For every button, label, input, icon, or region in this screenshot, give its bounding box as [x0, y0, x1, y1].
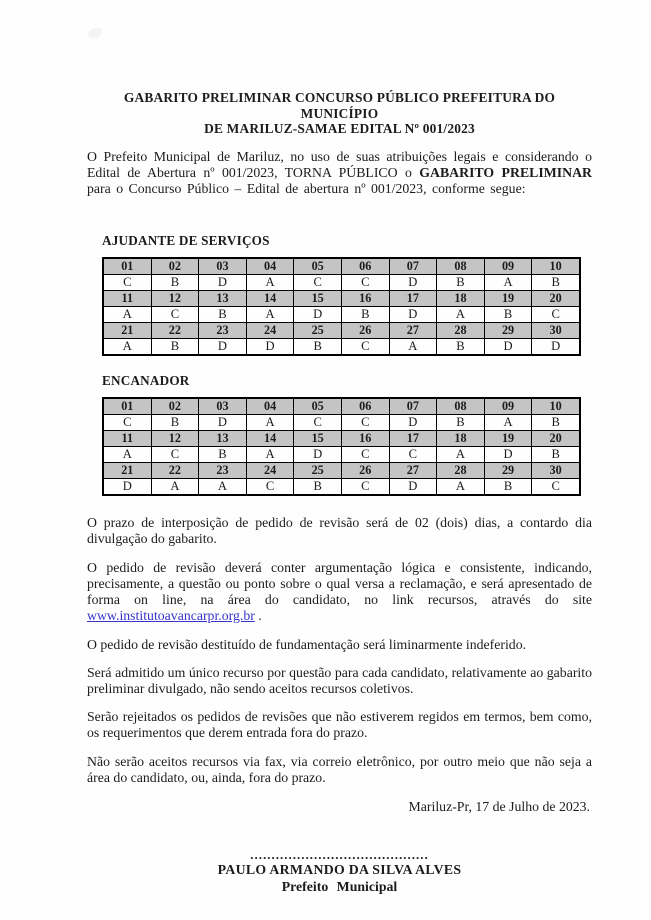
question-number-cell: 15	[294, 430, 342, 446]
question-number-cell: 24	[246, 462, 294, 478]
intro-bold-gabarito: GABARITO PRELIMINAR	[419, 164, 592, 180]
question-number-cell: 26	[341, 462, 389, 478]
signature-dotted-line: ..........................................	[250, 846, 429, 862]
signature-block	[87, 846, 592, 895]
answer-table-encanador	[102, 397, 581, 496]
question-number-cell: 08	[437, 258, 485, 275]
answer-cell: A	[103, 306, 151, 322]
answer-cell: B	[341, 306, 389, 322]
date-place-line: Mariluz-Pr, 17 de Julho de 2023.	[408, 798, 590, 814]
answer-cell: A	[246, 446, 294, 462]
question-number-cell: 09	[484, 258, 532, 275]
answer-row	[103, 306, 580, 322]
answer-cell: B	[151, 274, 199, 290]
question-number-cell: 08	[437, 398, 485, 415]
answer-cell: C	[389, 446, 437, 462]
answer-cell: B	[532, 414, 580, 430]
answer-cell: B	[437, 274, 485, 290]
question-number-cell: 16	[341, 430, 389, 446]
question-number-cell: 22	[151, 462, 199, 478]
answer-cell: C	[341, 478, 389, 495]
question-number-cell: 27	[389, 322, 437, 338]
answer-cell: B	[199, 446, 247, 462]
section-heading-encanador: ENCANADOR	[102, 372, 190, 388]
paragraph-rejected: Serão rejeitados os pedidos de revisões que não estiverem regidos em termos, bem como, os requerimentos que derem entrada fora do prazo.	[87, 708, 592, 740]
paragraph-deadline: O prazo de interposição de pedido de revisão será de 02 (dois) dias, a contardo dia divulgação do gabarito.	[87, 514, 592, 546]
question-number-cell: 16	[341, 290, 389, 306]
question-number-cell: 22	[151, 322, 199, 338]
question-number-cell: 10	[532, 258, 580, 275]
document-title-line2: DE MARILUZ-SAMAE EDITAL Nº 001/2023	[204, 121, 475, 136]
answer-cell: D	[103, 478, 151, 495]
question-number-cell: 01	[103, 398, 151, 415]
answer-cell: A	[484, 274, 532, 290]
question-number-cell: 09	[484, 398, 532, 415]
paragraph-single-appeal: Será admitido um único recurso por questão para cada candidato, relativamente ao gabarito preliminar divulgado, não sendo aceitos recursos coletivos.	[87, 664, 592, 696]
answer-cell: D	[484, 446, 532, 462]
document-title	[87, 90, 592, 137]
answer-cell: B	[294, 338, 342, 355]
answer-cell: A	[246, 274, 294, 290]
question-number-cell: 13	[199, 290, 247, 306]
question-number-cell: 02	[151, 258, 199, 275]
question-number-cell: 19	[484, 430, 532, 446]
signatory-role: Prefeito Municipal	[281, 878, 398, 894]
question-number-cell: 04	[246, 258, 294, 275]
question-number-cell: 05	[294, 398, 342, 415]
answer-row	[103, 478, 580, 495]
intro-text-before: O Prefeito Municipal de Mariluz, no uso de suas atribuições legais e considerando o Edital de Abertura nº 001/2023, TORNA PÚBLICO o	[87, 148, 592, 180]
question-number-cell: 03	[199, 258, 247, 275]
answer-cell: A	[389, 338, 437, 355]
answer-cell: D	[199, 274, 247, 290]
question-number-row	[103, 258, 580, 275]
question-number-cell: 25	[294, 462, 342, 478]
question-number-cell: 28	[437, 322, 485, 338]
question-number-cell: 17	[389, 290, 437, 306]
answer-cell: C	[532, 478, 580, 495]
answer-cell: D	[199, 414, 247, 430]
answer-cell: A	[437, 306, 485, 322]
question-number-cell: 15	[294, 290, 342, 306]
question-number-cell: 19	[484, 290, 532, 306]
answer-row	[103, 414, 580, 430]
question-number-cell: 12	[151, 290, 199, 306]
answer-cell: C	[103, 414, 151, 430]
question-number-cell: 26	[341, 322, 389, 338]
question-number-cell: 07	[389, 398, 437, 415]
answer-cell: C	[341, 446, 389, 462]
revision-text-before: O pedido de revisão deverá conter argumentação lógica e consistente, indicando, precisamente, a questão ou ponto sobre o qual versa a reclamação, e será apresentado de forma on line, na área do candidato, no link recursos, através do site	[87, 559, 592, 607]
answer-cell: D	[532, 338, 580, 355]
answer-cell: A	[199, 478, 247, 495]
question-number-cell: 29	[484, 322, 532, 338]
answer-cell: C	[341, 274, 389, 290]
answer-cell: A	[437, 478, 485, 495]
answer-cell: B	[532, 446, 580, 462]
question-number-cell: 27	[389, 462, 437, 478]
answer-cell: A	[246, 306, 294, 322]
question-number-cell: 21	[103, 322, 151, 338]
answer-cell: B	[151, 414, 199, 430]
question-number-cell: 24	[246, 322, 294, 338]
answer-cell: C	[532, 306, 580, 322]
question-number-row	[103, 430, 580, 446]
question-number-row	[103, 462, 580, 478]
answer-cell: C	[294, 414, 342, 430]
question-number-cell: 30	[532, 462, 580, 478]
paragraph-unfounded: O pedido de revisão destituído de fundamentação será liminarmente indeferido.	[87, 636, 527, 652]
revision-text-after: .	[254, 607, 262, 623]
question-number-cell: 02	[151, 398, 199, 415]
question-number-cell: 20	[532, 430, 580, 446]
question-number-cell: 12	[151, 430, 199, 446]
document-content	[87, 0, 592, 895]
answer-cell: C	[341, 414, 389, 430]
answer-cell: D	[199, 338, 247, 355]
section-heading-ajudante: AJUDANTE DE SERVIÇOS	[102, 232, 270, 248]
answer-table-ajudante	[102, 257, 581, 356]
answer-cell: A	[246, 414, 294, 430]
answer-cell: B	[484, 306, 532, 322]
recursos-site-link[interactable]: www.institutoavancarpr.org.br	[87, 607, 255, 623]
answer-cell: A	[103, 338, 151, 355]
answer-cell: C	[246, 478, 294, 495]
document-title-line1: GABARITO PRELIMINAR CONCURSO PÚBLICO PREFEITURA DO MUNICÍPIO	[123, 90, 556, 121]
answer-cell: D	[246, 338, 294, 355]
question-number-cell: 06	[341, 258, 389, 275]
question-number-cell: 23	[199, 322, 247, 338]
question-number-cell: 07	[389, 258, 437, 275]
answer-cell: D	[389, 306, 437, 322]
question-number-cell: 21	[103, 462, 151, 478]
question-number-cell: 03	[199, 398, 247, 415]
answer-cell: D	[389, 414, 437, 430]
question-number-cell: 20	[532, 290, 580, 306]
signatory-name: PAULO ARMANDO DA SILVA ALVES	[217, 861, 462, 877]
question-number-row	[103, 290, 580, 306]
question-number-cell: 14	[246, 290, 294, 306]
answer-cell: B	[199, 306, 247, 322]
question-number-cell: 01	[103, 258, 151, 275]
answer-cell: C	[294, 274, 342, 290]
answer-cell: D	[294, 446, 342, 462]
answer-cell: A	[151, 478, 199, 495]
question-number-cell: 14	[246, 430, 294, 446]
question-number-cell: 06	[341, 398, 389, 415]
question-number-cell: 10	[532, 398, 580, 415]
answer-cell: A	[437, 446, 485, 462]
answer-cell: B	[151, 338, 199, 355]
question-number-cell: 23	[199, 462, 247, 478]
answer-cell: D	[484, 338, 532, 355]
question-number-cell: 25	[294, 322, 342, 338]
question-number-row	[103, 398, 580, 415]
question-number-row	[103, 322, 580, 338]
answer-cell: D	[389, 478, 437, 495]
question-number-cell: 18	[437, 430, 485, 446]
answer-cell: C	[341, 338, 389, 355]
question-number-cell: 11	[103, 430, 151, 446]
answer-cell: B	[437, 414, 485, 430]
answer-cell: C	[151, 306, 199, 322]
answer-cell: D	[389, 274, 437, 290]
question-number-cell: 28	[437, 462, 485, 478]
answer-cell: A	[484, 414, 532, 430]
intro-text-after: para o Concurso Público – Edital de abertura nº 001/2023, conforme segue:	[87, 180, 526, 196]
answer-cell: D	[294, 306, 342, 322]
question-number-cell: 17	[389, 430, 437, 446]
answer-cell: B	[532, 274, 580, 290]
answer-cell: B	[437, 338, 485, 355]
question-number-cell: 18	[437, 290, 485, 306]
question-number-cell: 29	[484, 462, 532, 478]
answer-row	[103, 274, 580, 290]
answer-cell: B	[294, 478, 342, 495]
question-number-cell: 13	[199, 430, 247, 446]
answer-row	[103, 338, 580, 355]
question-number-cell: 11	[103, 290, 151, 306]
answer-cell: C	[103, 274, 151, 290]
answer-row	[103, 446, 580, 462]
paragraph-no-fax: Não serão aceitos recursos via fax, via correio eletrônico, por outro meio que não seja a área do candidato, ou, ainda, fora do prazo.	[87, 753, 592, 785]
question-number-cell: 04	[246, 398, 294, 415]
question-number-cell: 05	[294, 258, 342, 275]
answer-cell: A	[103, 446, 151, 462]
intro-paragraph	[87, 149, 592, 197]
paragraph-revision-request	[87, 560, 592, 624]
answer-cell: B	[484, 478, 532, 495]
answer-cell: C	[151, 446, 199, 462]
question-number-cell: 30	[532, 322, 580, 338]
